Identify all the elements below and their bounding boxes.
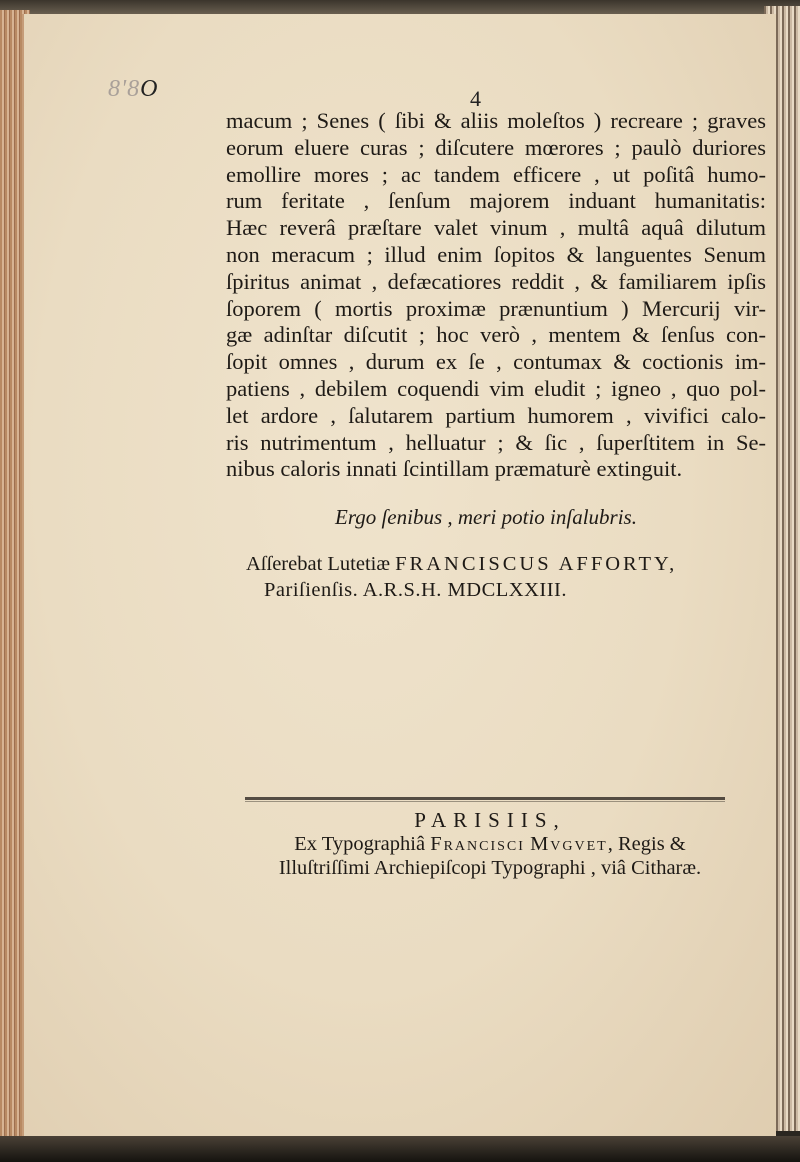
shelfmark-dark: O xyxy=(140,76,159,102)
imprint-rule xyxy=(245,797,725,800)
body-line: ris nutrimentum , helluatur ; & ſic , ſuperſtitem in Se- xyxy=(226,429,766,455)
shelfmark-faint: 8'8 xyxy=(108,76,141,102)
printer-first-name: Francisci xyxy=(430,833,525,855)
author-name: FRANCISCUS AFFORTY, xyxy=(395,553,678,575)
body-line: rum feritate , ſenſum majorem induant humanitatis: xyxy=(226,188,766,214)
imprint-suffix: , Regis & xyxy=(607,833,686,855)
imprint-line-3: Illuſtriſſimi Archiepiſcopi Typographi , viâ Citharæ. xyxy=(278,857,702,879)
body-line: let ardore , ſalutarem partium humorem , vivifici calo- xyxy=(226,402,766,428)
assertion-block xyxy=(246,551,677,603)
assertion-line-2: Pariſienſis. A.R.S.H. MDCLXXIII. xyxy=(264,579,567,601)
imprint-rule-thin xyxy=(245,801,725,802)
imprint-line-2 xyxy=(240,832,740,856)
body-line: gæ adinſtar diſcutit ; hoc verò , mentem & ſenſus con- xyxy=(226,322,766,348)
body-line: nibus caloris innati ſcintillam præmaturè extinguit. xyxy=(226,456,683,482)
body-line: ſpiritus animat , defæcatiores reddit , & familiarem ipſis xyxy=(226,268,766,294)
imprint-city: PARISIIS, xyxy=(414,808,566,832)
thesis-conclusion: Ergo ſenibus , meri potio inſalubris. xyxy=(335,505,637,529)
body-line: emollire mores ; ac tandem efficere , ut poſitâ humo- xyxy=(226,161,766,187)
handwritten-shelfmark xyxy=(108,76,158,103)
body-line: ſoporem ( mortis proximæ prænuntium ) Mercurij vir- xyxy=(226,295,766,321)
body-line: Hæc reverâ præſtare valet vinum , multâ aquâ dilutum xyxy=(226,215,766,241)
body-line: patiens , debilem coquendi vim eludit ; igneo , quo pol- xyxy=(226,375,766,401)
scan-bottom-edge xyxy=(0,1136,800,1162)
imprint-block xyxy=(240,808,740,880)
imprint-prefix: Ex Typographiâ xyxy=(294,833,426,855)
page-number: 4 xyxy=(470,86,481,111)
body-line: macum ; Senes ( ſibi & aliis moleſtos ) recreare ; graves xyxy=(226,108,766,133)
assertion-prefix: Aſſerebat Lutetiæ xyxy=(246,553,391,575)
body-line: ſopit omnes , durum ex ſe , contumax & coctionis im- xyxy=(226,349,766,375)
printer-last-name: Mvgvet xyxy=(530,833,608,855)
body-line: eorum eluere curas ; diſcutere mœrores ; paulò duriores xyxy=(226,134,766,160)
assertion-line-1 xyxy=(246,551,677,577)
body-line: non meracum ; illud enim ſopitos & languentes Senum xyxy=(226,241,766,267)
body-text xyxy=(226,108,766,483)
